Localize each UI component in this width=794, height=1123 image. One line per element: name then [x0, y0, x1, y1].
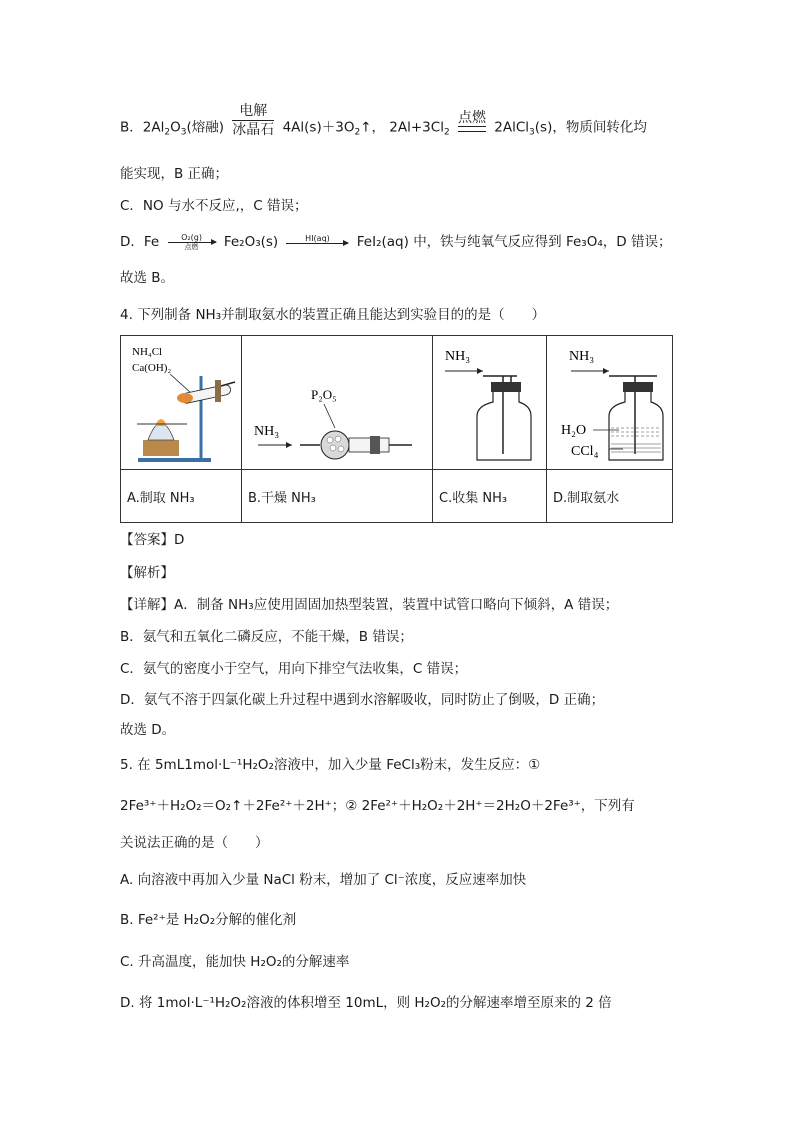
- label-h2o: H₂O: [561, 423, 587, 438]
- arrow2-line: [286, 243, 348, 244]
- d-fe2o3: Fe₂O₃(s): [223, 234, 279, 250]
- d-prefix: D．Fe: [120, 234, 160, 250]
- drying-tube-illustration: [242, 336, 432, 469]
- label-p2o5: P₂O₅: [311, 387, 337, 402]
- q3-choose: 故选 B。: [120, 270, 175, 286]
- b-tail: (s)，物质间转化均: [534, 119, 647, 136]
- q5-stem-line3: 关说法正确的是（ ）: [120, 835, 269, 851]
- label-nh3-b: NH₃: [254, 424, 280, 439]
- q5-option-a: A. 向溶液中再加入少量 NaCl 粉末，增加了 Cl⁻浓度，反应速率加快: [120, 872, 527, 888]
- arrow-o2: [168, 233, 216, 251]
- b-melt: (熔融): [186, 119, 224, 136]
- q4-detail-b: B．氨气和五氧化二磷反应，不能干燥，B 错误；: [120, 629, 413, 645]
- arrow1-bot: 点燃: [184, 243, 199, 251]
- apparatus-d: [547, 336, 673, 470]
- q4-detail-a: 【详解】A．制备 NH₃应使用固固加热型装置，装置中试管口略向下倾斜，A 错误；: [120, 597, 619, 613]
- ignite-condition: [458, 110, 486, 132]
- ignite-label: 点燃: [457, 109, 486, 126]
- d-fei2: FeI₂(aq): [356, 234, 409, 250]
- q4-stem: 4. 下列制备 NH₃并制取氨水的装置正确且能达到实验目的的是（ ）: [120, 307, 546, 323]
- q4-answer: 【答案】D: [120, 532, 185, 548]
- arrow2-top: HI(aq): [305, 234, 330, 243]
- caption-b: B.干燥 NH₃: [242, 470, 433, 523]
- heating-apparatus-illustration: [121, 336, 241, 469]
- q5-stem-line1: 5. 在 5mL1mol·L⁻¹H₂O₂溶液中，加入少量 FeCl₃粉末，发生反应：①: [120, 757, 541, 773]
- q5-option-d: D. 将 1mol·L⁻¹H₂O₂溶液的体积增至 10mL，则 H₂O₂的分解速率增至原来的 2 倍: [120, 995, 612, 1011]
- q5-stem-line2: 2Fe³⁺＋H₂O₂＝O₂↑＋2Fe²⁺＋2H⁺；② 2Fe²⁺＋H₂O₂＋2H⁺＝2H₂O＋2Fe³⁺，下列有: [120, 798, 635, 814]
- d-tail: 中，铁与纯氧气反应得到 Fe₃O₄，D 错误；: [413, 234, 672, 250]
- q5-option-c: C. 升高温度，能加快 H₂O₂的分解速率: [120, 954, 350, 970]
- q3-option-b-line1: B．$2Al_2O_3$(熔融) $\frac{\text{电解}}{\text{冰晶石}}$ $4Al(s)+3O_2↑$， $2Al+3Cl_2$ 点燃 2AlCl$_3$(s)，物质间转化均: [120, 103, 647, 138]
- label-caoh2: Ca(OH)₂: [132, 362, 172, 374]
- arrow1-line: [168, 242, 216, 243]
- ammonia-absorption-illustration: [547, 336, 677, 469]
- cond-bot: 冰晶石: [232, 122, 275, 138]
- b-alcl: 2AlCl: [494, 119, 530, 136]
- q3-option-c: C．NO 与水不反应,，C 错误；: [120, 198, 308, 214]
- label-nh4cl: NH₄Cl: [132, 346, 163, 358]
- apparatus-a: [121, 336, 242, 470]
- apparatus-c: [433, 336, 547, 470]
- gas-bottle-illustration: [433, 336, 546, 469]
- cond-top: 电解: [232, 102, 274, 121]
- arrow-hi: [286, 234, 348, 244]
- b-products: 4Al(s)＋3O: [282, 119, 355, 136]
- q4-detail-c: C．氨气的密度小于空气，用向下排空气法收集，C 错误；: [120, 661, 468, 677]
- label-nh3-c: NH₃: [445, 349, 471, 364]
- arrow1-top: O₂(g): [181, 233, 202, 242]
- caption-c: C.收集 NH₃: [433, 470, 547, 523]
- label-ccl4: CCl₄: [571, 444, 599, 459]
- q3-option-b-line2: 能实现，B 正确；: [120, 166, 229, 182]
- apparatus-table: [120, 335, 673, 523]
- q4-analysis-title: 【解析】: [120, 565, 174, 581]
- q4-choose: 故选 D。: [120, 722, 176, 738]
- b-second: 2Al+3Cl: [389, 119, 444, 136]
- label-nh3-d: NH₃: [569, 349, 595, 364]
- caption-d: D.制取氨水: [547, 470, 673, 523]
- b-formula: O: [170, 119, 181, 136]
- q5-option-b: B. Fe²⁺是 H₂O₂分解的催化剂: [120, 912, 297, 928]
- q4-detail-d: D．氨气不溶于四氯化碳上升过程中遇到水溶解吸收，同时防止了倒吸，D 正确；: [120, 692, 605, 708]
- electrolysis-condition: [232, 102, 274, 139]
- q3-option-d: [120, 232, 671, 252]
- caption-a: A.制取 NH₃: [121, 470, 242, 523]
- b-up: ↑，: [360, 119, 385, 136]
- apparatus-b: [242, 336, 433, 470]
- equal-lines: [458, 126, 486, 132]
- b-prefix: B．2Al: [120, 119, 165, 136]
